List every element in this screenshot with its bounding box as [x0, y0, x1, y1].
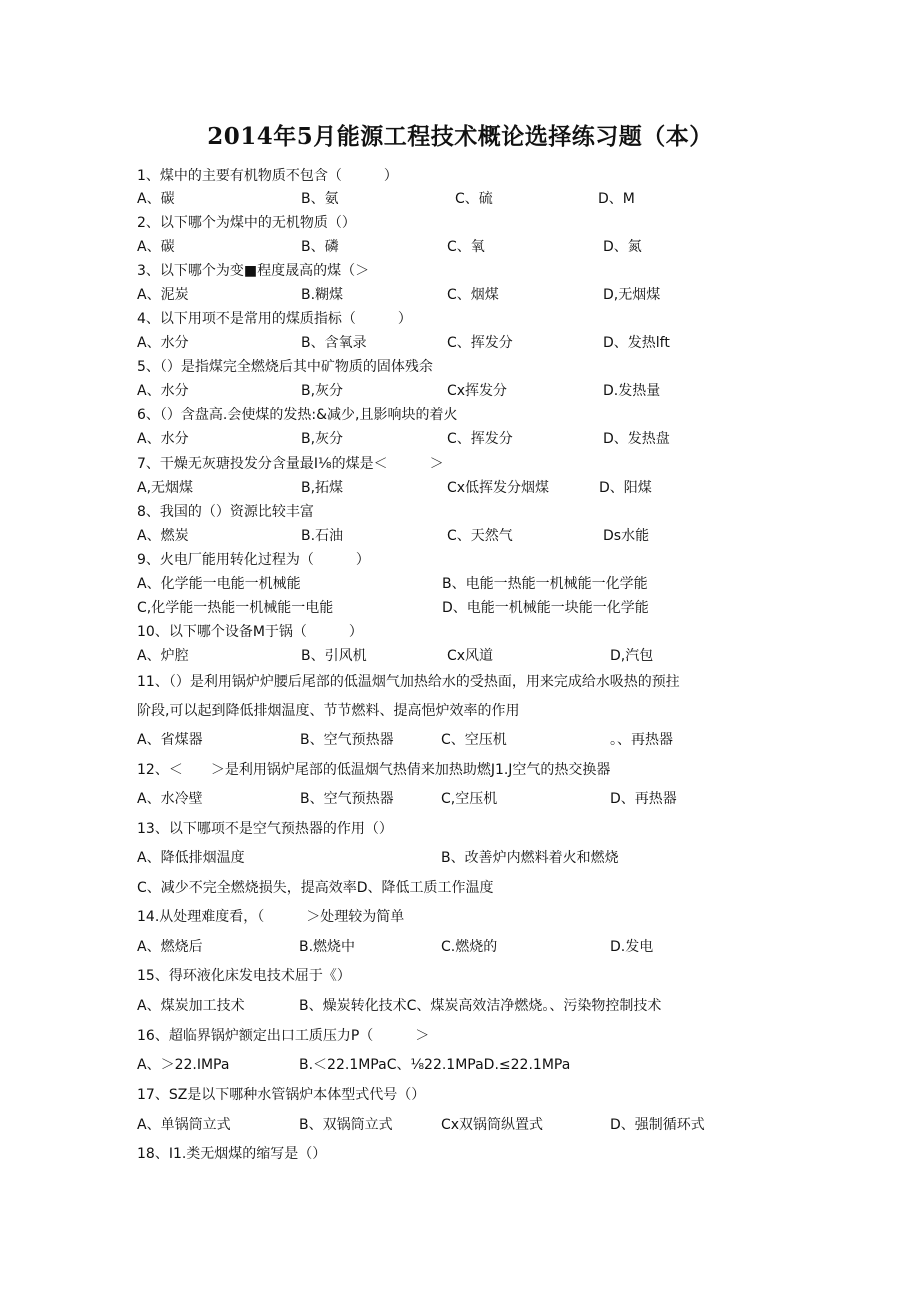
q5-option-a: A、水分	[137, 383, 189, 399]
q10-option-c: Cx风道	[447, 648, 494, 664]
question-14: 14.从处理难度看，（ ＞处理较为简单	[137, 909, 405, 925]
q9-option-a: A、化学能一电能一机械能	[137, 576, 301, 592]
q5-option-b: B,灰分	[301, 383, 344, 399]
q10-option-a: A、炉腔	[137, 648, 189, 664]
q12-option-a: A、水冷壁	[137, 791, 203, 807]
q14-option-d: D.发电	[610, 939, 654, 955]
question-16: 16、超临界锅炉额定出口工质压力P（ ＞	[137, 1028, 430, 1044]
q6-option-d: D、发热盘	[603, 431, 670, 447]
q12-option-d: D、再热器	[610, 791, 677, 807]
q13-options-cd: C、减少不完全燃烧损失，提高效率D、降低工质工作温度	[137, 880, 494, 896]
q14-option-b: B.燃烧中	[299, 939, 356, 955]
q9-option-b: B、电能一热能一机械能一化学能	[442, 576, 648, 592]
q1-option-a: A、碳	[137, 191, 175, 207]
question-11: 11、（）是利用锅炉炉腰后尾部的低温烟气加热给水的受热面，用来完成给水吸热的预拄	[137, 674, 680, 690]
q2-option-d: D、氮	[603, 239, 642, 255]
q1-option-d: D、M	[598, 191, 635, 207]
q7-option-a: A,无烟煤	[137, 480, 194, 496]
q6-option-b: B,灰分	[301, 431, 344, 447]
q17-option-c: Cx双锅筒纵置式	[441, 1117, 544, 1133]
question-4: 4、以下用项不是常用的煤质指标（ ）	[137, 311, 412, 327]
question-12: 12、＜ ＞是利用锅炉尾部的低温烟气热倩来加热助燃J1.J空气的热交换器	[137, 762, 611, 778]
q15-option-a: A、煤炭加工技术	[137, 998, 245, 1014]
q4-option-a: A、水分	[137, 335, 189, 351]
q5-option-c: Cx挥发分	[447, 383, 508, 399]
q8-option-b: B.石油	[301, 528, 344, 544]
q2-option-c: C、氧	[447, 239, 485, 255]
q7-option-b: B,拓煤	[301, 480, 344, 496]
q13-option-b: B、改善炉内燃料着火和燃烧	[441, 850, 619, 866]
q1-option-b: B、氨	[301, 191, 339, 207]
q4-option-c: C、挥发分	[447, 335, 513, 351]
q17-option-b: B、双锅筒立式	[299, 1117, 393, 1133]
q3-option-b: B.糊煤	[301, 287, 344, 303]
question-15: 15、得环液化床发电技术屈于《）	[137, 968, 351, 984]
q17-option-a: A、单锅筒立式	[137, 1117, 231, 1133]
question-2: 2、以下哪个为煤中的无机物质（）	[137, 215, 356, 231]
q3-option-a: A、泥炭	[137, 287, 189, 303]
q16-option-a: A、＞22.IMPa	[137, 1057, 230, 1073]
q14-option-c: C.燃烧的	[441, 939, 498, 955]
question-11-continued: 阶段,可以起到降低排烟温度、节节燃料、提高悒炉效率的作用	[137, 703, 520, 719]
page-title: 2014年5月能源工程技术概论选择练习题（本）	[207, 123, 713, 150]
q15-options-bcd: B、燥炭转化技术C、煤炭高效洁净燃烧。、污染物控制技术	[299, 998, 662, 1014]
q17-option-d: D、强制循环式	[610, 1117, 705, 1133]
q6-option-c: C、挥发分	[447, 431, 513, 447]
q7-option-c: Cx低挥发分烟煤	[447, 480, 550, 496]
q9-option-c: C,化学能一热能一机械能一电能	[137, 600, 334, 616]
q8-option-a: A、燃炭	[137, 528, 189, 544]
question-13: 13、以下哪项不是空气预热器的作用（）	[137, 821, 393, 837]
q5-option-d: D.发热量	[603, 383, 661, 399]
q4-option-d: D、发热lft	[603, 335, 670, 351]
question-9: 9、火电厂能用转化过程为（ ）	[137, 552, 370, 568]
q3-option-d: D,无烟煤	[603, 287, 661, 303]
question-3: 3、以下哪个为变■程度晟高的煤（＞	[137, 263, 370, 279]
q13-option-a: A、降低排烟温度	[137, 850, 245, 866]
q14-option-a: A、燃烧后	[137, 939, 203, 955]
q10-option-d: D,汽包	[610, 648, 654, 664]
q1-option-c: C、硫	[455, 191, 493, 207]
question-10: 10、以下哪个设备M于锅（ ）	[137, 624, 363, 640]
q12-option-c: C,空压机	[441, 791, 498, 807]
q4-option-b: B、含氧录	[301, 335, 367, 351]
q6-option-a: A、水分	[137, 431, 189, 447]
q10-option-b: B、引风机	[301, 648, 367, 664]
q3-option-c: C、烟煤	[447, 287, 499, 303]
q8-option-c: C、天然气	[447, 528, 513, 544]
q7-option-d: D、阳煤	[599, 480, 652, 496]
q8-option-d: Ds水能	[603, 528, 650, 544]
q11-option-c: C、空压机	[441, 732, 507, 748]
question-8: 8、我国的（）资源比较丰富	[137, 504, 314, 520]
q11-option-d: 。、再热器	[610, 732, 673, 748]
q11-option-b: B、空气预热器	[300, 732, 394, 748]
question-6: 6、（）含盘高.会使煤的发热:&减少,且影响块的着火	[137, 407, 458, 423]
q2-option-b: B、磷	[301, 239, 339, 255]
q2-option-a: A、碳	[137, 239, 175, 255]
q16-options-bcd: B.＜22.1MPaC、⅛22.1MPaD.≤22.1MPa	[299, 1057, 571, 1073]
q11-option-a: A、省煤器	[137, 732, 203, 748]
q12-option-b: B、空气预热器	[300, 791, 394, 807]
question-17: 17、SZ是以下哪种水管锅炉本体型式代号（）	[137, 1087, 426, 1103]
question-1: 1、煤中的主要有机物质不包含（ ）	[137, 168, 398, 184]
q9-option-d: D、电能一机械能一块能一化学能	[442, 600, 649, 616]
question-7: 7、干燥无灰瑭投发分含量最I⅛的煤是＜ ＞	[137, 456, 444, 472]
question-5: 5、（）是指煤完全燃烧后其中矿物质的固体残余	[137, 359, 433, 375]
question-18: 18、I1.类无烟煤的缩写是（）	[137, 1146, 327, 1162]
